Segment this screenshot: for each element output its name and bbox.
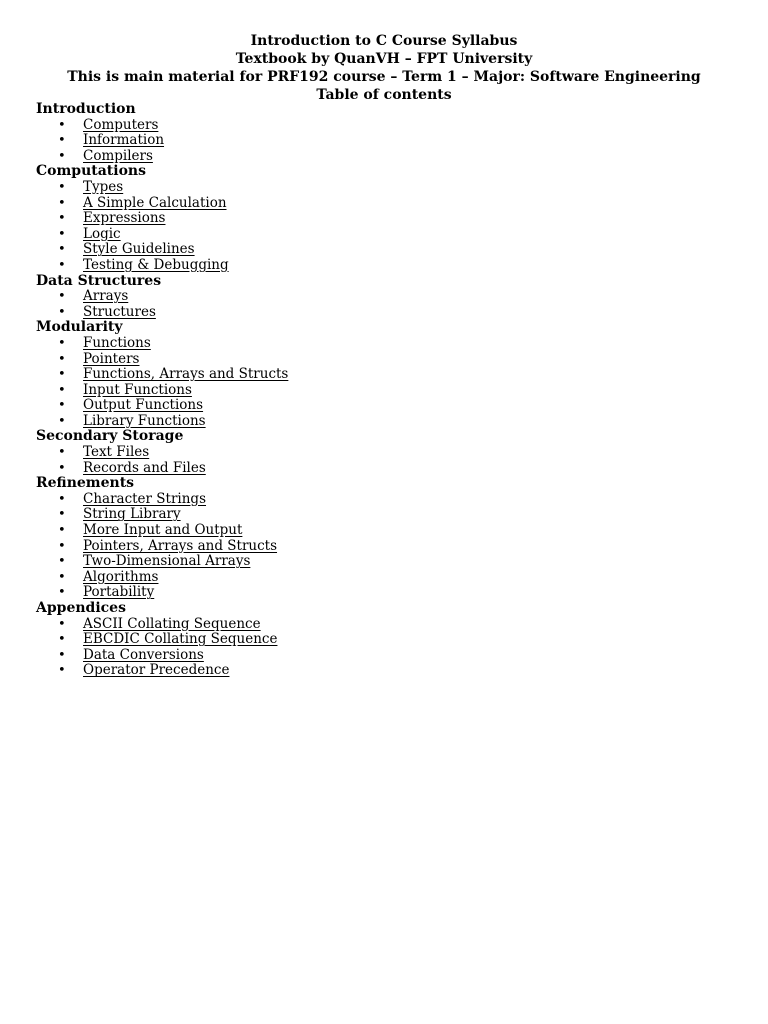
list-item	[36, 336, 736, 352]
bullet-icon: •	[58, 179, 66, 195]
toc-link[interactable]: Data Conversions	[83, 646, 204, 663]
toc-link[interactable]: Information	[83, 132, 165, 149]
list-item	[36, 507, 736, 523]
toc-link[interactable]: Input Functions	[83, 381, 192, 398]
toc-link[interactable]: Output Functions	[83, 397, 204, 414]
bullet-icon: •	[58, 398, 66, 414]
toc-link[interactable]: Compilers	[83, 147, 153, 164]
section-link-list	[36, 289, 736, 320]
bullet-icon: •	[58, 226, 66, 242]
list-item	[36, 445, 736, 461]
list-item	[36, 242, 736, 258]
list-item	[36, 305, 736, 321]
toc-link[interactable]: Pointers, Arrays and Structs	[83, 537, 278, 554]
toc-link[interactable]: Algorithms	[83, 568, 159, 585]
bullet-icon: •	[58, 585, 66, 601]
list-item	[36, 289, 736, 305]
table-of-contents	[36, 102, 736, 679]
bullet-icon: •	[58, 289, 66, 305]
toc-link[interactable]: Pointers	[83, 350, 140, 367]
list-item	[36, 632, 736, 648]
toc-link[interactable]: A Simple Calculation	[83, 194, 227, 211]
section-link-list	[36, 180, 736, 274]
list-item	[36, 492, 736, 508]
bullet-icon: •	[58, 445, 66, 461]
section-title: Refinements	[36, 475, 135, 492]
toc-link[interactable]: Testing & Debugging	[83, 256, 229, 273]
toc-link[interactable]: Library Functions	[83, 412, 206, 429]
bullet-icon: •	[58, 632, 66, 648]
section-link-list	[36, 336, 736, 430]
bullet-icon: •	[58, 211, 66, 227]
list-item	[36, 523, 736, 539]
textbook-line: Textbook by QuanVH – FPT University	[235, 51, 533, 67]
list-item	[36, 554, 736, 570]
section-title: Data Structures	[36, 272, 162, 289]
list-item	[36, 227, 736, 243]
toc-link[interactable]: ASCII Collating Sequence	[83, 615, 261, 632]
toc-link[interactable]: Character Strings	[83, 490, 207, 507]
section-link-list	[36, 492, 736, 601]
material-line: This is main material for PRF192 course – Term 1 – Major: Software Engineering	[67, 69, 701, 85]
list-item	[36, 663, 736, 679]
list-item	[36, 648, 736, 664]
list-item	[36, 211, 736, 227]
bullet-icon: •	[58, 507, 66, 523]
section-title: Computations	[36, 163, 146, 180]
bullet-icon: •	[58, 335, 66, 351]
toc-heading: Table of contents	[316, 87, 452, 103]
toc-link[interactable]: Structures	[83, 303, 156, 320]
toc-link[interactable]: Records and Files	[83, 459, 206, 476]
bullet-icon: •	[58, 117, 66, 133]
list-item	[36, 149, 736, 165]
toc-link[interactable]: Two-Dimensional Arrays	[83, 553, 251, 570]
bullet-icon: •	[58, 351, 66, 367]
toc-link[interactable]: String Library	[83, 506, 181, 523]
toc-link[interactable]: Logic	[83, 225, 121, 242]
toc-link[interactable]: More Input and Output	[83, 522, 243, 539]
toc-link[interactable]: Operator Precedence	[83, 662, 230, 679]
toc-link[interactable]: Style Guidelines	[83, 241, 195, 258]
bullet-icon: •	[58, 616, 66, 632]
section-title: Modularity	[36, 319, 123, 336]
section-link-list	[36, 617, 736, 679]
section-title: Appendices	[36, 600, 126, 616]
list-item	[36, 352, 736, 368]
toc-link[interactable]: Computers	[83, 116, 159, 133]
list-item	[36, 196, 736, 212]
list-item	[36, 118, 736, 134]
bullet-icon: •	[58, 133, 66, 149]
list-item	[36, 570, 736, 586]
bullet-icon: •	[58, 382, 66, 398]
bullet-icon: •	[58, 367, 66, 383]
bullet-icon: •	[58, 195, 66, 211]
toc-link[interactable]: Functions, Arrays and Structs	[83, 366, 289, 383]
section-title: Introduction	[36, 101, 136, 117]
bullet-icon: •	[58, 647, 66, 663]
toc-link[interactable]: Portability	[83, 584, 155, 601]
section-link-list	[36, 445, 736, 476]
bullet-icon: •	[58, 538, 66, 554]
bullet-icon: •	[58, 304, 66, 320]
list-item	[36, 133, 736, 149]
list-item	[36, 585, 736, 601]
toc-link[interactable]: Types	[83, 178, 124, 195]
toc-link[interactable]: Functions	[83, 334, 151, 351]
list-item	[36, 617, 736, 633]
document-header	[0, 32, 768, 104]
list-item	[36, 383, 736, 399]
list-item	[36, 367, 736, 383]
bullet-icon: •	[58, 491, 66, 507]
bullet-icon: •	[58, 242, 66, 258]
list-item	[36, 539, 736, 555]
bullet-icon: •	[58, 148, 66, 164]
section-link-list	[36, 118, 736, 165]
toc-link[interactable]: Expressions	[83, 210, 166, 227]
list-item	[36, 414, 736, 430]
bullet-icon: •	[58, 413, 66, 429]
bullet-icon: •	[58, 523, 66, 539]
list-item	[36, 461, 736, 477]
bullet-icon: •	[58, 257, 66, 273]
bullet-icon: •	[58, 460, 66, 476]
toc-link[interactable]: Arrays	[83, 288, 129, 305]
list-item	[36, 258, 736, 274]
toc-link[interactable]: Text Files	[83, 444, 150, 461]
section-title: Secondary Storage	[36, 428, 184, 445]
toc-link[interactable]: EBCDIC Collating Sequence	[83, 631, 278, 648]
list-item	[36, 180, 736, 196]
bullet-icon: •	[58, 569, 66, 585]
page-title: Introduction to C Course Syllabus	[250, 33, 518, 49]
bullet-icon: •	[58, 554, 66, 570]
list-item	[36, 398, 736, 414]
bullet-icon: •	[58, 663, 66, 679]
